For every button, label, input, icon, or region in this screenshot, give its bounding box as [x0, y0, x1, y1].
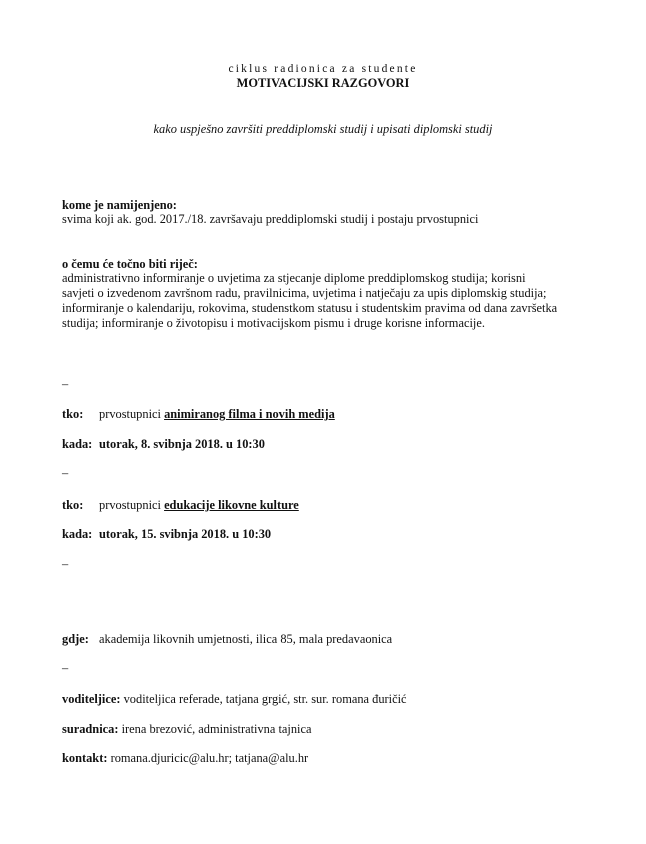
- who-label: tko:: [62, 498, 84, 512]
- separator-dash: –: [62, 661, 69, 675]
- who-prefix: prvostupnici: [99, 407, 161, 421]
- contact-email[interactable]: romana.djuricic@alu.hr; tatjana@alu.hr: [110, 751, 309, 765]
- assistant-row: [62, 722, 312, 737]
- when-label: kada:: [62, 437, 93, 451]
- leaders-row: [62, 692, 407, 707]
- page-title: MOTIVACIJSKI RAZGOVORI: [236, 76, 410, 90]
- separator-dash: –: [62, 377, 69, 391]
- session-who: [62, 498, 299, 513]
- location-row: [62, 632, 392, 647]
- topics-line: savjeti o izvedenom završnom radu, pravilnicima, uvjetima i natječaju za upis diplomskig studija;: [62, 286, 547, 300]
- contact-label: kontakt:: [62, 751, 108, 765]
- audience-text: svima koji ak. god. 2017./18. završavaju preddiplomski studij i postaju prvostupnici: [62, 212, 479, 226]
- who-label: tko:: [62, 407, 84, 421]
- session-when: [62, 527, 271, 542]
- session-when: [62, 437, 265, 452]
- topics-line: informiranje o kalendariju, rokovima, studenstkom statusu i studentskim pravima od dana završetka: [62, 301, 558, 315]
- separator-dash: –: [62, 466, 69, 480]
- who-program-link[interactable]: animiranog filma i novih medija: [164, 407, 335, 421]
- topics-line: administrativno informiranje o uvjetima za stjecanje diplome preddiplomskog studija; korisni: [62, 271, 526, 285]
- separator-dash: –: [62, 557, 69, 571]
- leaders-value: voditeljica referade, tatjana grgić, str. sur. romana đuričić: [123, 692, 407, 706]
- when-value: utorak, 8. svibnja 2018. u 10:30: [99, 437, 265, 451]
- who-prefix: prvostupnici: [99, 498, 161, 512]
- when-value: utorak, 15. svibnja 2018. u 10:30: [99, 527, 272, 541]
- topics-line: studija; informiranje o životopisu i motivacijskom pismu i druge korisne informacije.: [62, 316, 485, 330]
- who-program-link[interactable]: edukacije likovne kulture: [164, 498, 299, 512]
- assistant-value: irena brezović, administrativna tajnica: [121, 722, 312, 736]
- page-subtitle: kako uspješno završiti preddiplomski studij i upisati diplomski studij: [153, 122, 493, 136]
- leaders-label: voditeljice:: [62, 692, 121, 706]
- session-who: [62, 407, 335, 422]
- location-label: gdje:: [62, 632, 89, 646]
- when-label: kada:: [62, 527, 93, 541]
- contact-row: [62, 751, 308, 766]
- assistant-label: suradnica:: [62, 722, 119, 736]
- series-title: ciklus radionica za studente: [228, 63, 418, 75]
- audience-heading: kome je namijenjeno:: [62, 198, 177, 212]
- topics-heading: o čemu će točno biti riječ:: [62, 257, 198, 271]
- location-value: akademija likovnih umjetnosti, ilica 85, mala predavaonica: [99, 632, 393, 646]
